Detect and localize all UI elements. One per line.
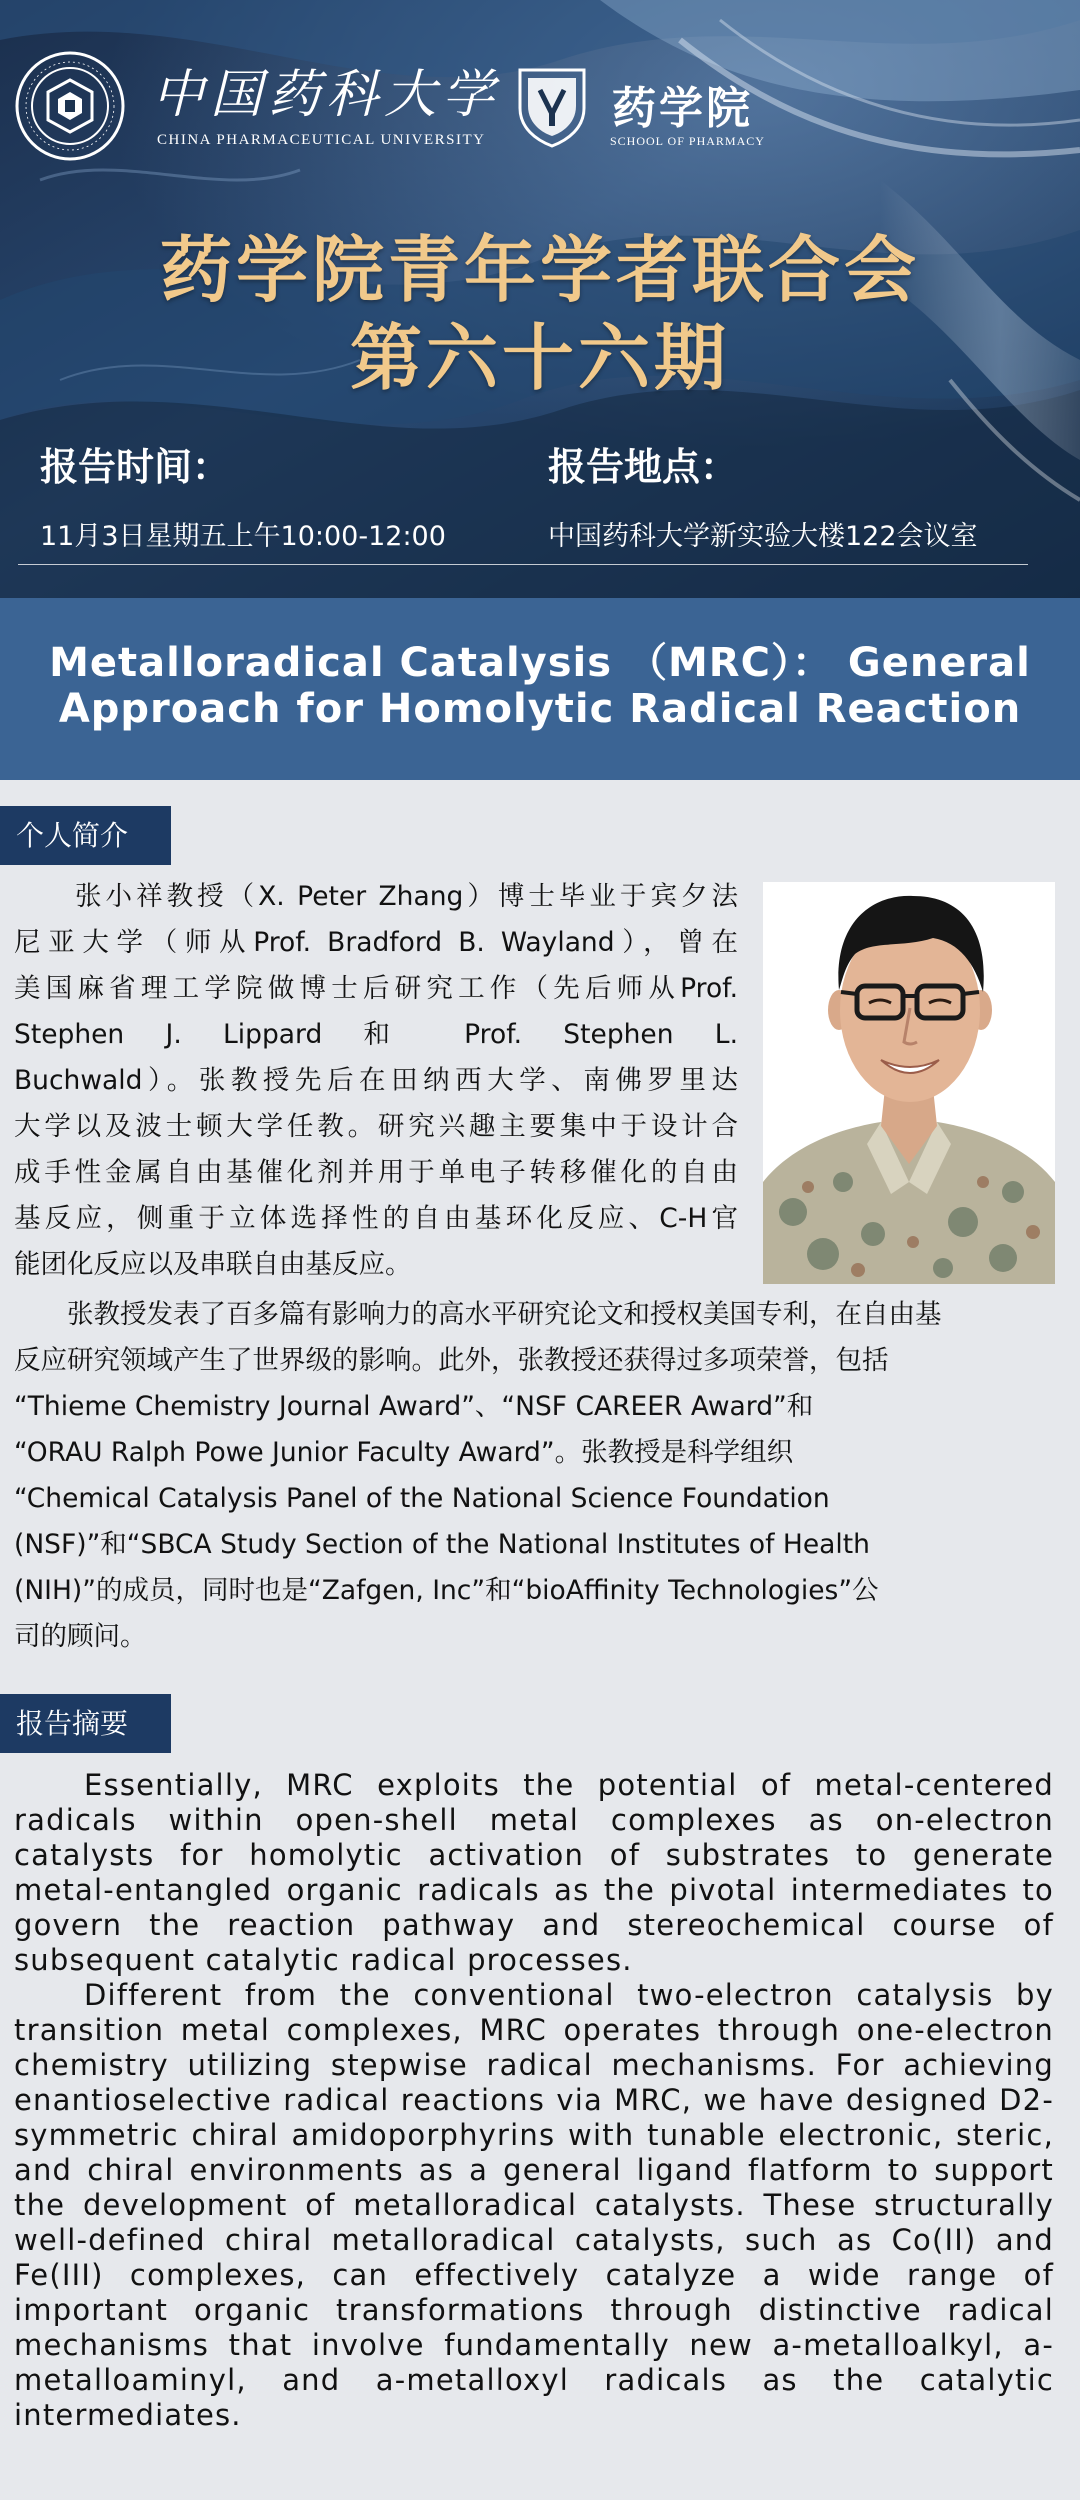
bio-line: 成手性金属自由基催化剂并用于单电子转移催化的自由 [14,1157,738,1188]
event-title-line2: 第六十六期 [349,316,730,400]
info-divider [18,564,1028,565]
speaker-portrait [763,882,1055,1284]
speaker-photo [763,882,1055,1284]
university-name-en: CHINA PHARMACEUTICAL UNIVERSITY [157,132,486,148]
time-label: 报告时间： [40,445,231,489]
bio-line: “Chemical Catalysis Panel of the National Science Foundation [14,1483,830,1514]
bio-line: 基反应，侧重于立体选择性的自由基环化反应、C-H官 [14,1203,738,1234]
bio-paragraph-2 [14,1292,1054,1660]
abstract-paragraph-2: Different from the conventional two-electron catalysis by transition metal complexes, MRC operates through one-electron chemistry utilizing stepwise radical mechanisms. For achieving enantioselective radical reactions via MRC, we have designed D2-symmetric chiral amidoporphyrins with tunable electronic, steric, and chiral environments as a general ligand flatform to support the development of metalloradical catalysts. These structurally well-defined chiral metalloradical catalysts, such as Co(II) and Fe(III) complexes, can effectively catalyze a wide range of important organic transformations through distinctive radical mechanisms that involve fundamentally new a-metalloalkyl, a-metalloaminyl, and a-metalloxyl radicals as the catalytic intermediates. [14,1978,1054,2432]
university-seal-logo [14,50,126,162]
bio-line: 尼亚大学（师从Prof. Bradford B. Wayland），曾在 [14,927,738,958]
bio-paragraph-1 [14,874,738,1288]
bio-line: 能团化反应以及串联自由基反应。 [14,1249,412,1280]
event-title-line1: 药学院青年学者联合会 [159,228,920,312]
talk-title-line2: Approach for Homolytic Radical Reaction [58,686,1022,732]
bio-line: 反应研究领域产生了世界级的影响。此外，张教授还获得过多项荣誉，包括 [14,1345,889,1376]
university-name-cn: 中国药科大学 [152,65,501,125]
bio-line: (NSF)”和“SBCA Study Section of the National Institutes of Health [14,1529,870,1560]
bio-line: Stephen J. Lippard 和 Prof. Stephen L. [14,1019,738,1050]
bio-line: Buchwald）。张教授先后在田纳西大学、南佛罗里达 [14,1065,738,1096]
school-name-en: SCHOOL OF PHARMACY [610,134,765,148]
abstract-paragraph-1: Essentially, MRC exploits the potential of metal-centered radicals within open-shell metal complexes as on-electron catalysts for homolytic activation of substrates to generate metal-entangled organic radicals as the pivotal intermediates to govern the reaction pathway and stereochemical course of subsequent catalytic radical processes. [14,1768,1054,1977]
bio-line: 大学以及波士顿大学任教。研究兴趣主要集中于设计合 [14,1111,738,1142]
bio-line: 张教授发表了百多篇有影响力的高水平研究论文和授权美国专利，在自由基 [14,1299,942,1330]
bio-line: 司的顾问。 [14,1621,147,1652]
place-label: 报告地点： [548,445,739,489]
abstract-heading: 报告摘要 [0,1694,171,1753]
bio-line: (NIH)”的成员，同时也是“Zafgen, Inc”和“bioAffinity Technologies”公 [14,1575,879,1606]
school-shield-logo [516,64,588,148]
bio-line: “Thieme Chemistry Journal Award”、“NSF CAREER Award”和 [14,1391,814,1422]
time-value: 11月3日星期五上午10:00-12:00 [40,521,446,552]
event-title [0,226,1080,402]
bio-line: 美国麻省理工学院做博士后研究工作（先后师从Prof. [14,973,738,1004]
abstract-body [14,1768,1054,2433]
school-name-cn: 药学院 [612,83,753,134]
talk-title [0,640,1080,732]
header-banner [0,0,1080,598]
place-value: 中国药科大学新实验大楼122会议室 [548,521,978,552]
bio-heading: 个人简介 [0,806,171,865]
bio-line: 张小祥教授（X. Peter Zhang）博士毕业于宾夕法 [14,881,738,912]
talk-title-line1: Metalloradical Catalysis （MRC）： General [49,640,1031,686]
bio-line: “ORAU Ralph Powe Junior Faculty Award”。张教授是科学组织 [14,1437,794,1468]
